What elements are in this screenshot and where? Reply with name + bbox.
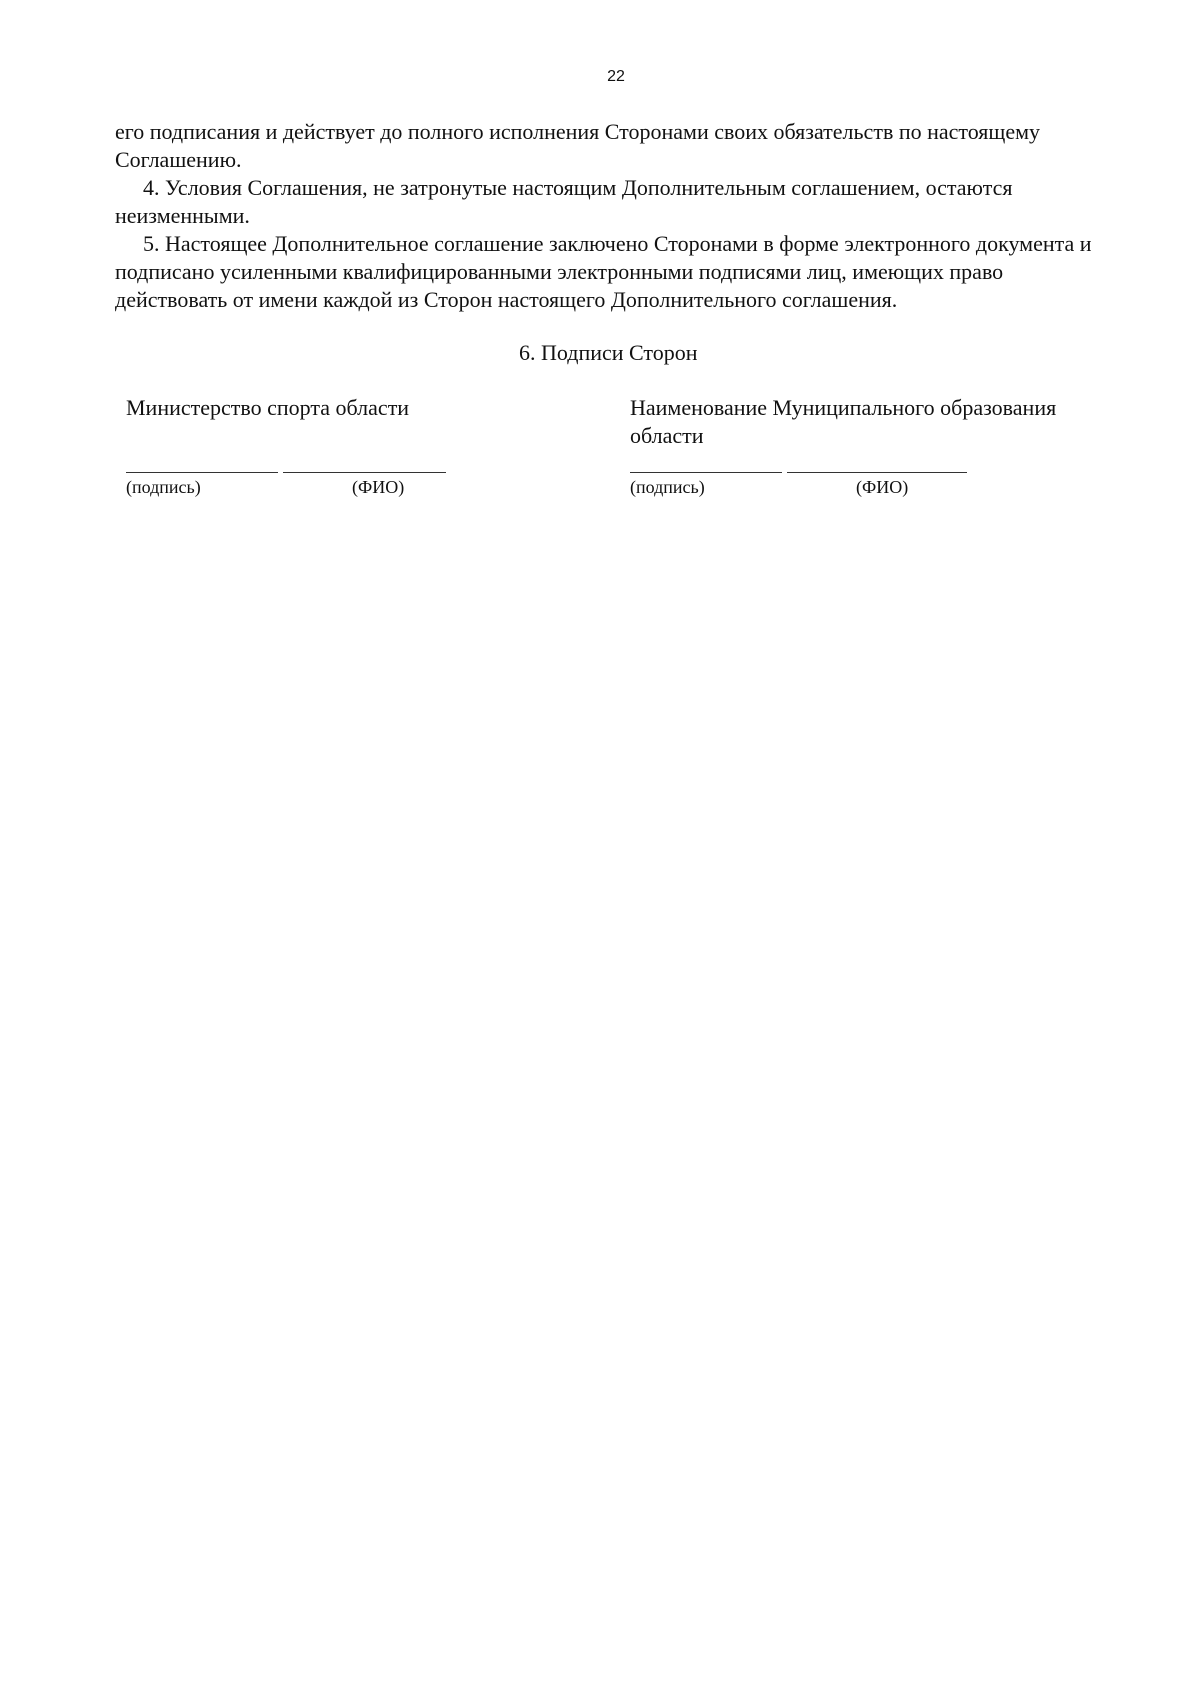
left-name-label: (ФИО) [352, 477, 405, 497]
left-name-line [283, 472, 446, 474]
right-signature-line [630, 472, 782, 474]
left-signature-line [126, 472, 278, 474]
right-party-block [630, 394, 1130, 450]
right-name-line [787, 472, 967, 474]
left-party-block [126, 394, 586, 422]
right-signature-label: (подпись) [630, 477, 705, 497]
signatures-title: 6. Подписи Сторон [519, 340, 698, 365]
right-signature-lines [630, 472, 970, 474]
paragraph-5: 5. Настоящее Дополнительное соглашение заключено Сторонами в форме электронного документа и подписано усиленными квалифицированными электронными подписями лиц, имеющих право действовать от имени каждой из Сторон настоящего Дополнительного соглашения. [115, 231, 1092, 312]
right-party-name: Наименование Муниципального образования области [630, 395, 1057, 448]
paragraph-4: 4. Условия Соглашения, не затронутые настоящим Дополнительным соглашением, остаются неизменными. [115, 175, 1013, 228]
page-number: 22 [607, 68, 625, 85]
right-name-label: (ФИО) [856, 477, 909, 497]
left-party-name: Министерство спорта области [126, 395, 410, 420]
paragraph-continuation: его подписания и действует до полного исполнения Сторонами своих обязательств по настоящему Соглашению. [115, 119, 1041, 172]
left-signature-label: (подпись) [126, 477, 201, 497]
left-signature-lines [126, 472, 446, 474]
document-body [115, 118, 1115, 314]
